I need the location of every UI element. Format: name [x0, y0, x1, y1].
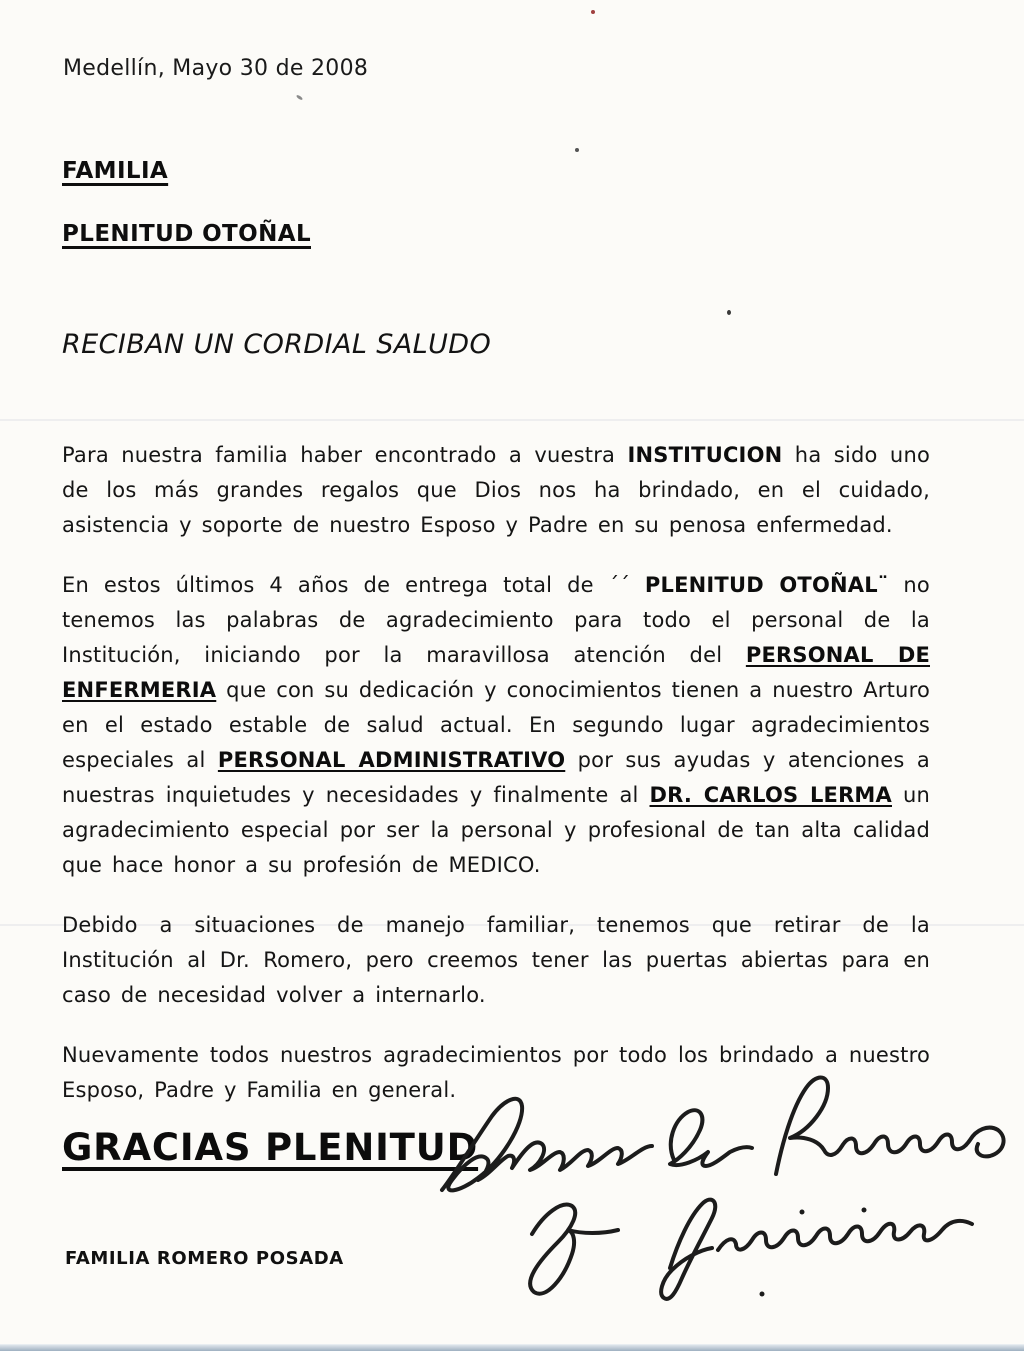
- handwritten-signature-icon: [412, 1062, 1017, 1302]
- scan-speck: [575, 148, 579, 152]
- emphasized-text: INSTITUCION: [627, 443, 783, 467]
- paragraph-text: no tenemos las palabras de agradecimiento para todo el personal de la Institución, iniciando por la maravillosa atención del: [62, 573, 930, 667]
- closing-thanks-heading: GRACIAS PLENITUD: [62, 1126, 479, 1169]
- letter-body: [62, 438, 930, 1133]
- scan-bottom-edge: [0, 1344, 1024, 1351]
- body-paragraph: [62, 908, 930, 1013]
- paragraph-text: un agradecimiento especial por ser la personal y profesional de tan alta calidad que hace honor a su profesión de MEDICO.: [62, 783, 930, 877]
- body-paragraph: [62, 568, 930, 883]
- date-line: Medellín, Mayo 30 de 2008: [63, 56, 369, 81]
- scan-speck: [727, 310, 731, 315]
- emphasized-text: PLENITUD OTOÑAL¨: [644, 573, 889, 597]
- scan-speck: [296, 94, 303, 100]
- emphasized-text: DR. CARLOS LERMA: [649, 783, 892, 807]
- recipient-family-heading: FAMILIA: [62, 158, 169, 184]
- emphasized-text: PERSONAL DE ENFERMERIA: [62, 643, 930, 702]
- paragraph-text: Para nuestra familia haber encontrado a vuestra: [62, 443, 628, 467]
- paragraph-text: ha sido uno de los más grandes regalos que Dios nos ha brindado, en el cuidado, asistencia y soporte de nuestro Esposo y Padre en su penosa enfermedad.: [62, 443, 931, 537]
- paper-fold-line: [0, 419, 1024, 421]
- signer-name: FAMILIA ROMERO POSADA: [65, 1248, 344, 1269]
- greeting-line: RECIBAN UN CORDIAL SALUDO: [62, 329, 492, 360]
- paragraph-text: Nuevamente todos nuestros agradecimientos por todo los brindado a nuestro Esposo, Padre y Familia en general.: [62, 1043, 930, 1102]
- paragraph-text: En estos últimos 4 años de entrega total de ´´: [62, 573, 645, 597]
- recipient-institution-heading: PLENITUD OTOÑAL: [62, 221, 311, 247]
- emphasized-text: PERSONAL ADMINISTRATIVO: [217, 748, 566, 772]
- paragraph-text: Debido a situaciones de manejo familiar, tenemos que retirar de la Institución al Dr. Romero, pero creemos tener las puertas abiertas para en caso de necesidad volver a internarlo.: [62, 913, 930, 1007]
- paragraph-text: por sus ayudas y atenciones a nuestras inquietudes y necesidades y finalmente al: [62, 748, 930, 807]
- body-paragraph: [62, 438, 930, 543]
- scan-speck: [591, 10, 595, 14]
- paragraph-text: que con su dedicación y conocimientos tienen a nuestro Arturo en el estado estable de salud actual. En segundo lugar agradecimientos especiales al: [62, 678, 930, 772]
